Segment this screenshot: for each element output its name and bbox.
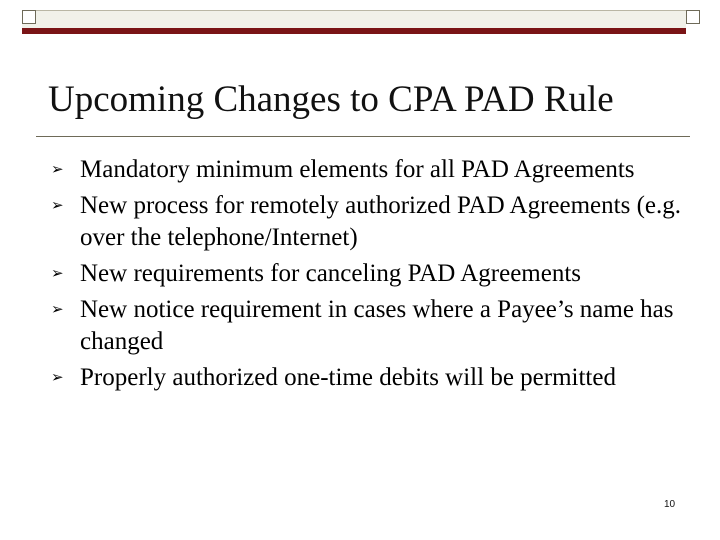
arrow-bullet-icon: ➢	[51, 196, 64, 214]
bullet-text: New requirements for canceling PAD Agreements	[80, 260, 582, 287]
arrow-bullet-icon: ➢	[51, 264, 64, 282]
bullet-text: New process for remotely authorized PAD Agreements (e.g. over the telephone/Internet)	[80, 192, 681, 251]
title-divider	[36, 136, 690, 137]
arrow-bullet-icon: ➢	[51, 300, 64, 318]
decorative-square-left-icon	[22, 10, 36, 24]
page-number: 10	[664, 499, 676, 510]
bullet-item	[50, 258, 690, 290]
bullet-item	[50, 362, 690, 394]
bullet-item	[50, 294, 690, 358]
header-band	[22, 10, 686, 34]
bullet-item	[50, 190, 690, 254]
arrow-bullet-icon: ➢	[51, 368, 64, 386]
bullet-item	[50, 154, 690, 186]
bullet-list	[50, 154, 690, 398]
bullet-text: Mandatory minimum elements for all PAD Agreements	[80, 156, 635, 183]
bullet-text: New notice requirement in cases where a Payee’s name has changed	[80, 296, 674, 355]
bullet-text: Properly authorized one-time debits will be permitted	[80, 364, 616, 391]
slide-title: Upcoming Changes to CPA PAD Rule	[48, 79, 614, 120]
decorative-square-right-icon	[686, 10, 700, 24]
arrow-bullet-icon: ➢	[51, 160, 64, 178]
